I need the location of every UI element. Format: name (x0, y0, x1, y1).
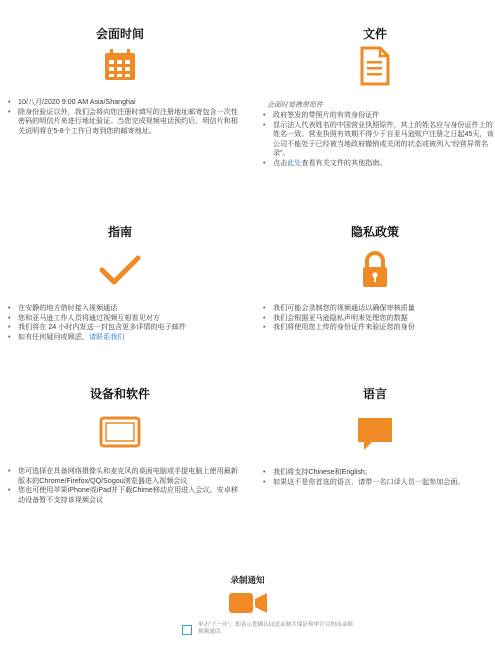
recording-notice-title: 录制通知 (230, 575, 265, 585)
guide-item-contact (6, 333, 240, 343)
guide-item-email: • 我们将在 24 小时内发送一封包含更多详情的电子邮件 (6, 323, 240, 333)
documents-list (261, 111, 495, 169)
meeting-time-section (0, 0, 240, 210)
privacy-item-recording: • 我们可能会录制您的视频通话以确保审核质量 (261, 304, 495, 314)
video-camera-icon (227, 590, 269, 616)
privacy-item-data: • 我们会根据亚马逊隐私声明来处理您的数据 (261, 314, 495, 324)
guide-section (0, 210, 240, 370)
language-section (255, 370, 495, 570)
guide-title: 指南 (107, 225, 132, 239)
language-item-supported: • 我们将支持Chinese和English。 (261, 468, 495, 478)
devices-title: 设备和软件 (89, 387, 150, 401)
documents-title: 文件 (362, 27, 387, 41)
devices-section (0, 370, 240, 570)
devices-list (6, 467, 240, 505)
language-item-interpreter: • 如果这不是你首选的语言，请带一名口译人员一起参加会面。 (261, 478, 495, 488)
devices-item-mobile: • 您也可使用苹果iPhone或iPad并下载Chime移动应用进入会议。安卓移动设备暂不支持该视频会议 (6, 486, 240, 505)
privacy-title: 隐私政策 (350, 225, 399, 239)
documents-here-link[interactable]: 此处 (287, 158, 302, 167)
meeting-time-title: 会面时间 (95, 27, 144, 41)
recording-consent-checkbox[interactable] (182, 625, 192, 635)
checkmark-icon (98, 253, 142, 287)
privacy-section (255, 210, 495, 370)
meeting-time-datetime: • 10/八月/2020 9:00 AM Asia/Shanghai (6, 98, 240, 108)
lock-icon (360, 250, 390, 290)
documents-more-link-item (261, 159, 495, 169)
document-icon (360, 46, 390, 86)
recording-consent-text: 单击“下一步”，即表示您确认同意录制并保证和审计目的而录制视频通话。 (198, 622, 353, 636)
calendar-icon (101, 46, 139, 84)
meeting-time-address-note: • 除身份验证以外，我们会将向您注册时填写的注册地址邮寄包含一次性密码的明信片来进行地址验证。当您完成视频电话预约后，明信片和相关说明将在5-8个工作日寄到您的邮寄地址。 (6, 108, 240, 137)
language-title: 语言 (362, 387, 387, 401)
documents-click-prefix: 点击 (273, 158, 288, 167)
devices-item-desktop: • 您可选择在具备网络摄像头和麦克风的桌面电脑或手提电脑上使用最新版本的Chrome/Firefox/QQ/Sogou浏览器进入视频会议 (6, 467, 240, 486)
language-list (261, 468, 495, 487)
guide-contact-prefix: 如有任何疑问或顾虑， (18, 332, 89, 341)
documents-note: 会面时要携带原件 (267, 102, 323, 109)
tablet-icon (99, 416, 141, 448)
documents-section (255, 0, 495, 210)
meeting-time-list (6, 98, 240, 136)
chat-bubble-icon (356, 416, 394, 452)
contact-us-link[interactable]: 请联系我们 (88, 332, 125, 341)
guide-item-quiet-place: • 在安静的地方借时接入视频通话 (6, 304, 240, 314)
documents-click-suffix: 查看有关文件的其他指南。 (301, 158, 387, 167)
guide-list (6, 304, 240, 342)
guide-item-see-each-other: • 您和亚马逊工作人员将通过视频互相看见对方 (6, 314, 240, 324)
privacy-item-identity: • 我们将使用您上传的身份证件来验证您的身份 (261, 323, 495, 333)
privacy-list (261, 304, 495, 333)
documents-id-card: • 政府签发的带照片的有效身份证件 (261, 111, 495, 121)
documents-business-license: • 显示法人代表姓名的中国营业执照原件，其上的姓名应与身份证件上的姓名一致。营业执照有效期不得少于自亚马逊账户注册之日起45天，该公司不能处于已经被当地政府撤销或关闭的状态或被列入“经营异常名录”。 (261, 121, 495, 159)
